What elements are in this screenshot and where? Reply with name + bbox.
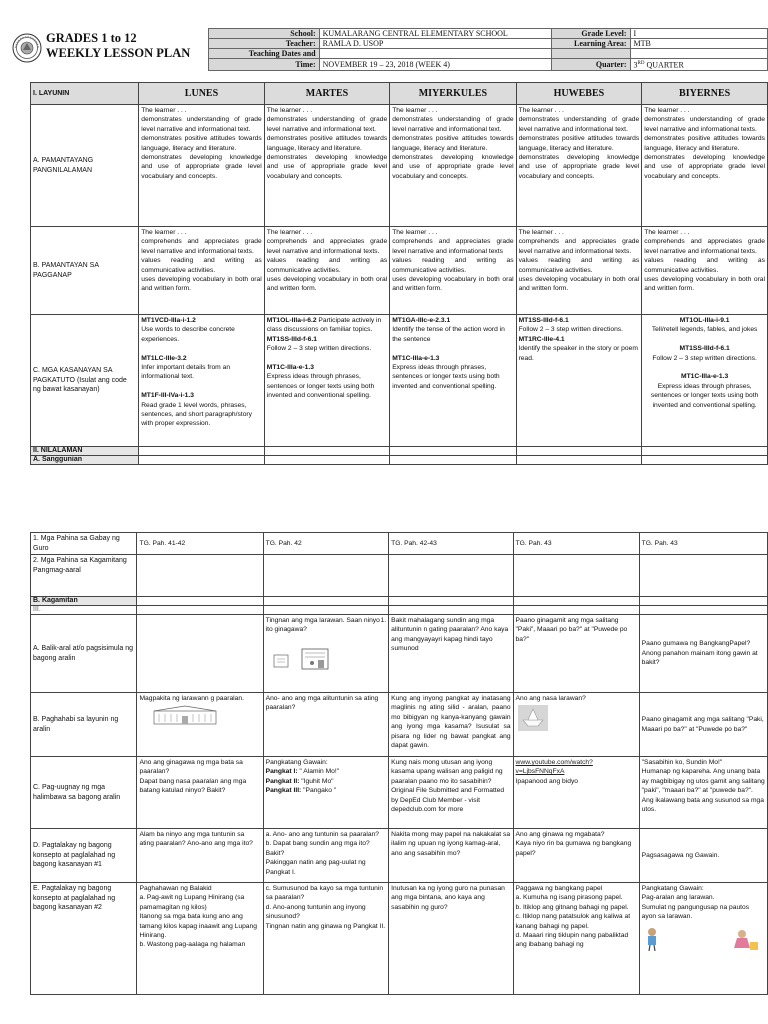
- row-b-label: B. PAMANTAYAN SA PAGGANAP: [31, 227, 139, 315]
- row-a-label: A. PAMANTAYANG PANGNILALAMAN: [31, 105, 139, 227]
- balik-biyernes: Paano gumawa ng BangkangPapel? Anong panahon mainam itong gawin at bakit?: [639, 615, 767, 693]
- row-a-cell: The learner . . . demonstrates understanding of grade level narrative and informational text. demonstrates positive attitudes towards language, literacy and literature. demonstrates developing knowledge and use of appropriate grade level vocabulary and concepts.: [516, 105, 642, 227]
- dates-value: NOVEMBER 19 – 23, 2018 (WEEK 4): [319, 59, 551, 71]
- plan-title: [46, 31, 190, 61]
- row-pamantayan-sa-pagganap: [31, 227, 768, 315]
- tg-page-cell: TG. Pah. 43: [513, 533, 639, 555]
- row-c-label: C. MGA KASANAYAN SA PAGKATUTO (Isulat ang code ng bawat kasanayan): [31, 315, 139, 447]
- paper-boat-icon: [518, 705, 548, 731]
- blank-value: [630, 49, 767, 59]
- uugnay-miyerkules: Kung nais mong utusan ang iyong kasama upang walisan ang paligid ng paaralan paano mo ito sasabihin? Original File Submitted and Formatted by DepEd Club Member - visit depedclub.com for more: [389, 757, 513, 829]
- day-header-row: [31, 83, 768, 105]
- d-miyerkules: Nakita mong may papel na nakakalat sa ilalim ng upuan ng iyong kamag-aral, ano ang sasabihin mo?: [389, 829, 513, 883]
- row-b-cell: The learner . . . comprehends and appreciates grade level narrative and informational texts. values reading and writing as communicative activities. uses developing vocabulary in both oral and written form.: [264, 227, 389, 315]
- paghahabi-lunes: Magpakita ng larawann g paaralan.: [137, 693, 263, 757]
- row-e-label: E. Pagtalakay ng bagong konsepto at paglalahad ng bagong kasanayan #2: [31, 883, 137, 995]
- row-pag-uugnay: [31, 757, 768, 829]
- title-line-1: GRADES 1 to 12: [46, 31, 137, 45]
- sanggunian-label: A. Sanggunian: [31, 456, 139, 465]
- top-grid: [30, 82, 768, 465]
- row-kagamitang-pahina: [31, 555, 768, 597]
- row-paghahabi: [31, 693, 768, 757]
- balik-martes: Tingnan ang mga larawan. Saan ninyo ito ginagawa? 1.: [263, 615, 389, 693]
- e-lunes: Paghahawan ng Balakid a. Pag-awit ng Lupang Hinirang (sa pamamagitan ng kilos) Itanong sa mga bata kung ano ang tamang kilos kapag inaawit ang Lupang Hinirang. b. Wastong pag-aalaga ng halaman: [137, 883, 263, 995]
- header: [12, 28, 768, 72]
- video-link[interactable]: www.youtube.com/watch?: [515, 759, 593, 766]
- row-c-cell-lunes: MT1VCD-IIIa-i-1.2 Use words to describe concrete experiences. MT1LC-IIIe-3.2 Infer important details from an informational text. MT1F-III-IVa-i-1.3 Read grade 1 level words, phrases, sentences, and short paragraph/story with proper expression.: [139, 315, 265, 447]
- uugnay-biyernes: "Sasabihin ko, Sundin Mo!" Humanap ng kapareha. Ang unang bata ay magbibigay ng utos gamit ang salitang "paki", "maaari ba?" at "puwede ba?". Ang ikalawang bata ang susunod sa mga utos.: [639, 757, 767, 829]
- uugnay-martes: Pangkatang Gawain: Pangkat I: " Alamin Mo!" Pangkat II: "Iguhit Mo" Pangkat III: "Pangako ": [263, 757, 389, 829]
- row-d-label: D. Pagtalakay ng bagong konsepto at paglalahad ng bagong kasanayan #1: [31, 829, 137, 883]
- tg-page-cell: TG. Pah. 42: [263, 533, 389, 555]
- row-pagtalakay-2: [31, 883, 768, 995]
- balik-huwebes: Paano ginagamit ang mga salitang "Paki", Maaari po ba?" at "Puwede po ba?": [513, 615, 639, 693]
- nilalaman-label: II. NILALAMAN: [31, 447, 139, 456]
- day-martes: MARTES: [264, 83, 389, 105]
- row-kagamitang-label: 2. Mga Pahina sa Kagamitang Pangmag-aaral: [31, 555, 137, 597]
- children-drawing-icon: [642, 926, 762, 952]
- row-c-cell-biyernes: MT1OL-IIIa-i-9.1 Tell/retell legends, fables, and jokes MT1SS-IIId-f-6.1 Follow 2 – 3 step written directions. MT1C-IIIa-e-1.3 Express ideas through phrases, sentences or longer texts using both invented and conventional spelling.: [642, 315, 768, 447]
- quarter-value: 3RD QUARTER: [630, 59, 767, 71]
- row-paghahabi-label: B. Paghahabi sa layunin ng aralin: [31, 693, 137, 757]
- row-pagtalakay-1: [31, 829, 768, 883]
- layunin-label: I. LAYUNIN: [31, 83, 139, 105]
- day-miyerkules: MIYERKULES: [390, 83, 516, 105]
- row-pamantayang-pangnilalaman: [31, 105, 768, 227]
- kagamitan-label: B. Kagamitan: [31, 597, 137, 606]
- day-lunes: LUNES: [139, 83, 265, 105]
- dates-label-2: Time:: [209, 59, 320, 71]
- e-martes: c. Sumusunod ba kayo sa mga tuntunin sa paaralan? d. Ano-anong tuntunin ang inyong sinusunod? Tingnan natin ang ginawa ng Pangkat II.: [263, 883, 389, 995]
- bottom-grid: [30, 532, 768, 995]
- uugnay-huwebes: www.youtube.com/watch? v=LjbsFNNqFxA Ipapanood ang bidyo: [513, 757, 639, 829]
- school-building-icon: [153, 705, 217, 725]
- paghahabi-huwebes: Ano ang nasa larawan?: [513, 693, 639, 757]
- row-nilalaman: [31, 447, 768, 456]
- tg-page-cell: TG. Pah. 42-43: [389, 533, 513, 555]
- deped-seal-icon: [12, 30, 42, 66]
- row-gabay-guro: [31, 533, 768, 555]
- row-a-cell: The learner . . . demonstrates understanding of grade level narrative and informational texts. demonstrates positive attitudes towards language, literacy and literature. demonstrates developing knowledge and use of appropriate grade level vocabulary and concepts.: [642, 105, 768, 227]
- d-biyernes: Pagsasagawa ng Gawain.: [639, 829, 767, 883]
- school-label: School:: [209, 29, 320, 39]
- title-line-2: WEEKLY LESSON PLAN: [46, 46, 191, 60]
- row-uugnay-label: C. Pag-uugnay ng mga halimbawa sa bagong aralin: [31, 757, 137, 829]
- tg-page-cell: TG. Pah. 43: [639, 533, 767, 555]
- teacher-value: RAMLA D. USOP: [319, 39, 551, 49]
- balik-lunes: [137, 615, 263, 693]
- row-kagamitan: [31, 597, 768, 606]
- row-b-cell: The learner . . . comprehends and appreciates grade level narrative and informational texts. values reading and writing as communicative activities. uses developing vocabulary in both oral and written form.: [139, 227, 265, 315]
- day-biyernes: BIYERNES: [642, 83, 768, 105]
- paghahabi-miyerkules: Kung ang inyong pangkat ay inatasang maglinis ng ating silid - aralan, paano mo bibigyan ng kanya-kanyang gawain ang iyong mga kasama? Isusulat sa pisara ng lider ng bawat pangkat ang dapat gawin.: [389, 693, 513, 757]
- grade-label: Grade Level:: [551, 29, 630, 39]
- day-huwebes: HUWEBES: [516, 83, 642, 105]
- area-label: Learning Area:: [551, 39, 630, 49]
- row-sanggunian: [31, 456, 768, 465]
- dates-label-1: Teaching Dates and: [209, 49, 320, 59]
- balik-miyerkules: Bakit mahalagang sundin ang mga alituntunin n gating paaralan? Ano kaya ang mangyayayri kapag hindi tayo sumunod: [389, 615, 513, 693]
- paghahabi-biyernes: Paano ginagamit ang mga salitang "Paki, Maaari po ba?" at "Puwede po ba?": [639, 693, 767, 757]
- row-b-cell: The learner . . . comprehends and appreciates grade level narrative and informational texts. values reading and writing as communicative activities. uses developing vocabulary in both oral and written form.: [642, 227, 768, 315]
- row-a-cell: The learner . . . demonstrates understanding of grade level narrative and informational text. demonstrates positive attitudes towards language, literacy and literature. demonstrates developing knowledge and use of appropriate grade level vocabulary and concepts.: [390, 105, 516, 227]
- row-mga-kasanayan: [31, 315, 768, 447]
- school-activity-drawing-icon: [272, 645, 332, 671]
- e-huwebes: Paggawa ng bangkang papel a. Kumuha ng isang pirasong papel. b. Itiklop ang gitnang bahagi ng papel. c. Itiklop nang patatsulok ang kaliwa at kanang bahagi ng papel. d. Maaari ring tiklupin nang pabaliktad ang ibabang bahagi ng: [513, 883, 639, 995]
- video-link-id[interactable]: v=LjbsFNNqFxA: [515, 768, 565, 776]
- d-lunes: Alam ba ninyo ang mga tuntunin sa ating paaralan? Ano-ano ang mga ito?: [137, 829, 263, 883]
- d-martes: a. Ano- ano ang tuntunin sa paaralan? b. Dapat bang sundin ang mga ito? Bakit? Pakinggan natin ang pag-uulat ng Pangkat I.: [263, 829, 389, 883]
- row-a-cell: The learner . . . demonstrates understanding of grade level narrative and informational text. demonstrates positive attitudes towards language, literacy and literature. demonstrates developing knowledge and use of appropriate grade level vocabulary and concepts.: [264, 105, 389, 227]
- paghahabi-martes: Ano- ano ang mga alituntunin sa ating paaralan?: [263, 693, 389, 757]
- uugnay-lunes: Ano ang ginagawa ng mga bata sa paaralan? Dapat bang nasa paaralan ang mga batang katulad ninyo? Bakit?: [137, 757, 263, 829]
- teacher-label: Teacher:: [209, 39, 320, 49]
- row-b-cell: The learner . . . comprehends and appreciates grade level narrative and informational texts. values reading and writing as communicative activities. uses developing vocabulary in both oral and written form.: [516, 227, 642, 315]
- blank-label: [551, 49, 630, 59]
- row-c-cell-huwebes: MT1SS-IIId-f-6.1 Follow 2 – 3 step written directions. MT1RC-IIIe-4.1 Identify the speaker in the story or poem read.: [516, 315, 642, 447]
- dates-filler: [319, 49, 551, 59]
- school-value: KUMALARANG CENTRAL ELEMENTARY SCHOOL: [319, 29, 551, 39]
- row-b-cell: The learner . . . comprehends and appreciates grade level narrative and informational texts values reading and writing as communicative activities. uses developing vocabulary in both oral and written form.: [390, 227, 516, 315]
- quarter-label: Quarter:: [551, 59, 630, 71]
- row-guro-label: 1. Mga Pahina sa Gabay ng Guro: [31, 533, 137, 555]
- row-c-cell-miyerkules: MT1GA-IIIc-e-2.3.1 Identify the tense of the action word in the sentence MT1C-IIIa-e-1.3 Express ideas through phrases, sentences or longer texts using both invented and conventional spelling.: [390, 315, 516, 447]
- grade-value: I: [630, 29, 767, 39]
- info-table: [208, 28, 768, 71]
- row-section-three: [31, 606, 768, 615]
- e-miyerkules: Inutusan ka ng iyong guro na punasan ang mga bintana, ano kaya ang sasabihin ng guro?: [389, 883, 513, 995]
- row-balik-aral: [31, 615, 768, 693]
- e-biyernes: Pangkatang Gawain: Pag-aralan ang larawan. Sumulat ng pangungusap na pautos ayon sa larawan.: [639, 883, 767, 995]
- row-c-cell-martes: MT1OL-IIIa-i-6.2 Participate actively in class discussions on familiar topics. MT1SS-IIId-f-6.1 Follow 2 – 3 step written directions. MT1C-IIIa-e-1.3 Express ideas through phrases, sentences or longer texts using both invented and conventional spelling.: [264, 315, 389, 447]
- section-three-label: III.: [31, 606, 137, 615]
- tg-page-cell: TG. Pah. 41-42: [137, 533, 263, 555]
- row-a-cell: The learner . . . demonstrates understanding of grade level narrative and informational text. demonstrates positive attitudes towards language, literacy and literature. demonstrates developing knowledge and use of appropriate grade level vocabulary and concepts.: [139, 105, 265, 227]
- row-balik-label: A. Balik-aral at/o pagsisimula ng bagong aralin: [31, 615, 137, 693]
- d-huwebes: Ano ang ginawa ng mgabata? Kaya niyo rin ba gumawa ng bangkang papel?: [513, 829, 639, 883]
- area-value: MTB: [630, 39, 767, 49]
